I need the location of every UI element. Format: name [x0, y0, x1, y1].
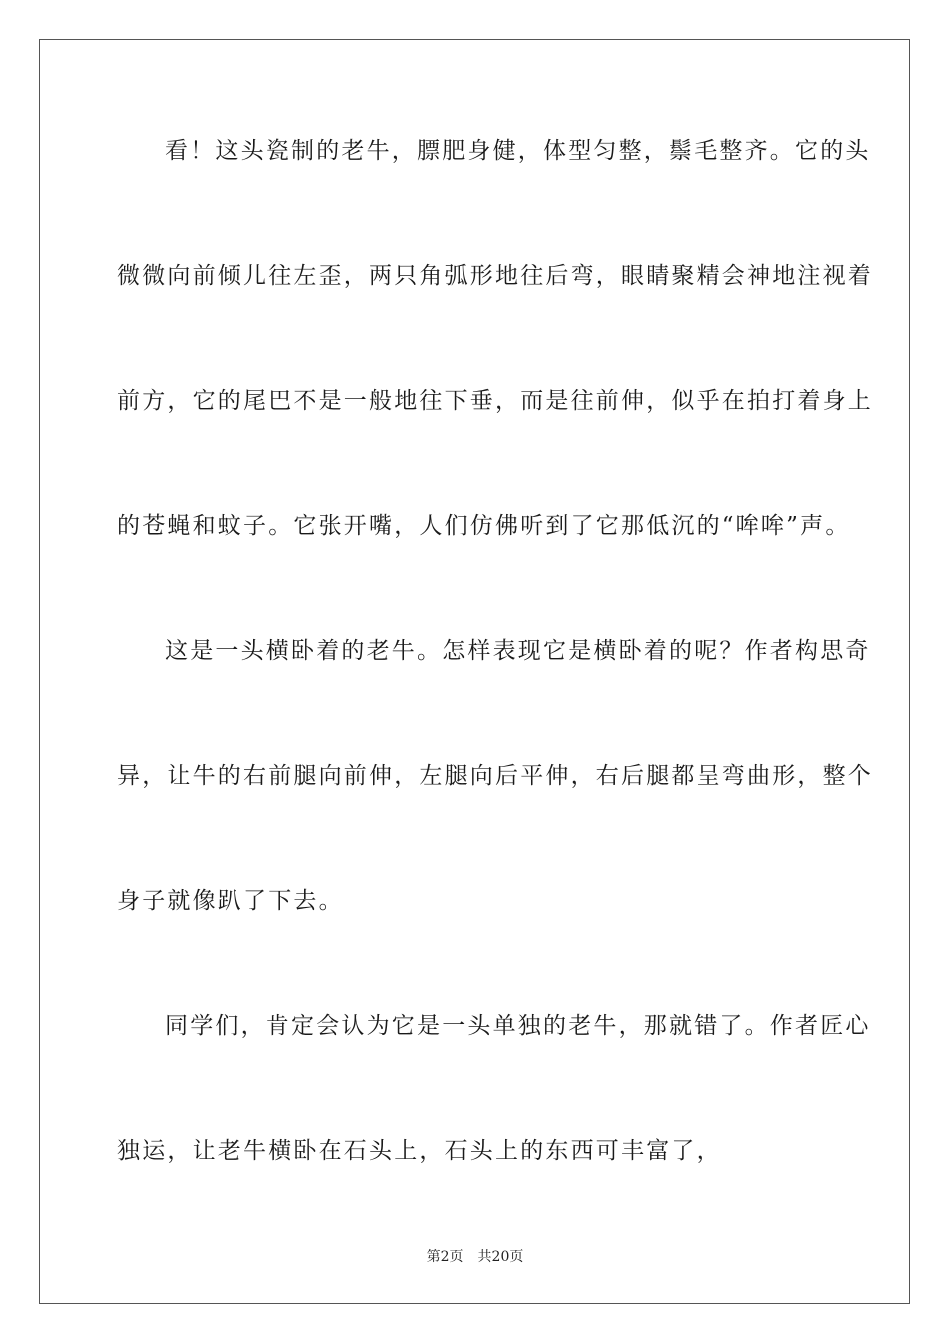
paragraph-3-line-2: 独运，让老牛横卧在石头上，石头上的东西可丰富了，	[117, 1138, 722, 1164]
paragraph-1-line-3: 前方，它的尾巴不是一般地往下垂，而是往前伸，似乎在拍打着身上	[117, 388, 873, 414]
page-number: 第2页	[426, 1249, 464, 1265]
paragraph-2-line-3: 身子就像趴了下去。	[117, 888, 344, 914]
page-total: 共20页	[477, 1249, 524, 1265]
paragraph-1-line-4: 的苍蝇和蚊子。它张开嘴，人们仿佛听到了它那低沉的“哞哞”声。	[117, 513, 851, 539]
paragraph-2-line-2: 异，让牛的右前腿向前伸，左腿向后平伸，右后腿都呈弯曲形，整个	[117, 763, 873, 789]
paragraph-1-line-1: 看！这头瓷制的老牛，膘肥身健，体型匀整，鬃毛整齐。它的头	[165, 138, 871, 164]
page-footer	[0, 1248, 950, 1266]
paragraph-3-line-1: 同学们，肯定会认为它是一头单独的老牛，那就错了。作者匠心	[165, 1013, 871, 1039]
paragraph-1-line-2: 微微向前倾儿往左歪，两只角弧形地往后弯，眼睛聚精会神地注视着	[117, 263, 873, 289]
paragraph-2-line-1: 这是一头横卧着的老牛。怎样表现它是横卧着的呢？作者构思奇	[165, 638, 871, 664]
page-border	[39, 39, 910, 1304]
